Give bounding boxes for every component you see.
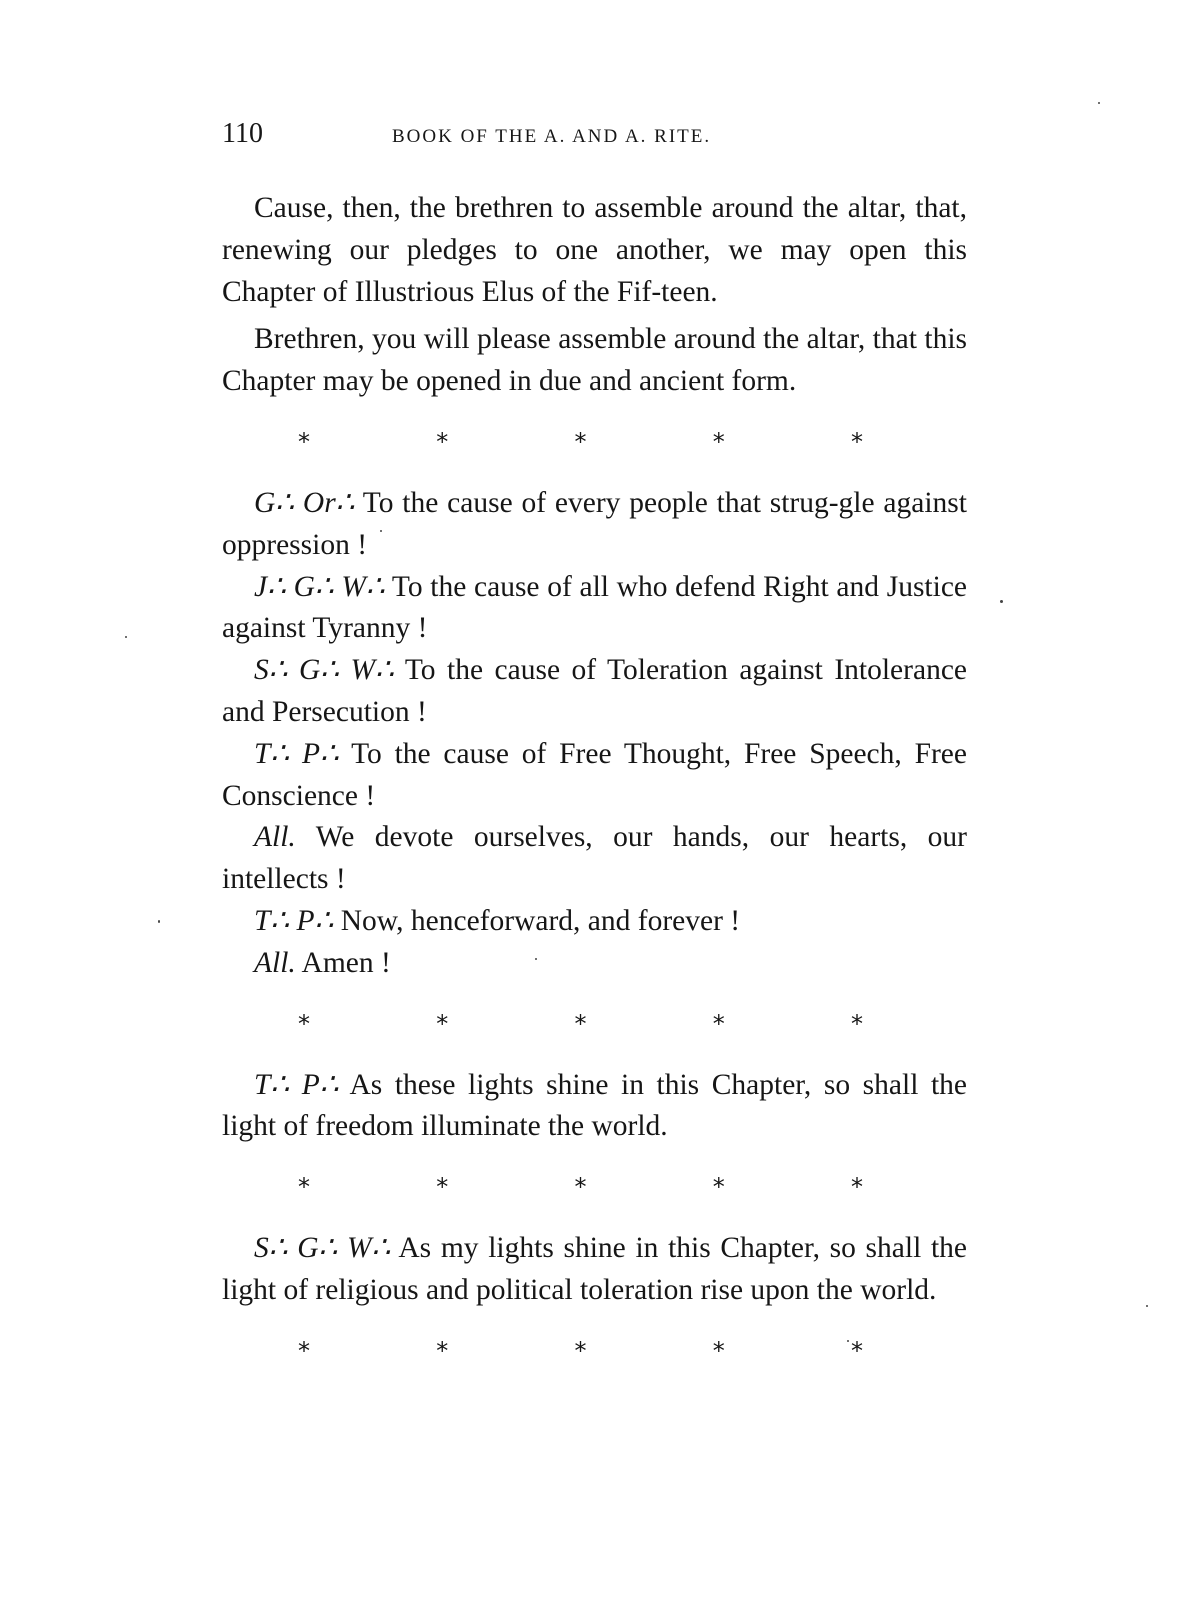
asterisk: * bbox=[712, 1336, 725, 1365]
speaker-label: T∴ P∴ bbox=[254, 737, 339, 770]
asterisk: * bbox=[436, 1009, 449, 1038]
dialogue-line bbox=[222, 901, 967, 943]
asterisk: * bbox=[436, 428, 449, 457]
dialogue-text: As these lights shine in this Chapter, so shall the light of freedom illuminate the world. bbox=[222, 1068, 968, 1143]
paragraph bbox=[222, 188, 967, 313]
asterisk: * bbox=[298, 1336, 310, 1365]
dialogue-text: Amen ! bbox=[301, 946, 391, 979]
asterisk: * bbox=[851, 1009, 863, 1038]
asterism-separator bbox=[222, 997, 967, 1053]
paragraph bbox=[222, 319, 967, 403]
asterisk: * bbox=[574, 428, 587, 457]
asterism-separator bbox=[222, 415, 967, 471]
speck bbox=[1146, 1305, 1148, 1307]
dialogue-line bbox=[222, 567, 967, 651]
page-number: 110 bbox=[222, 118, 263, 149]
speaker-label: T∴ P∴ bbox=[254, 904, 334, 937]
dialogue-text: As my lights shine in this Chapter, so shall the light of religious and political toleration rise upon the world. bbox=[222, 1232, 967, 1306]
asterisk: * bbox=[574, 1009, 587, 1038]
page-header bbox=[222, 118, 967, 158]
speck bbox=[158, 920, 160, 923]
paragraph-text: Cause, then, the brethren to assemble around the altar, that, renewing our pledges to one another, we may open this Chapter of Illustrious Elus of the Fif-teen. bbox=[222, 192, 967, 308]
asterisk: * bbox=[574, 1173, 587, 1202]
asterisk: * bbox=[712, 1009, 725, 1038]
dialogue-line bbox=[222, 650, 967, 734]
asterisk: * bbox=[298, 1009, 310, 1038]
dialogue-text: To the cause of Free Thought, Free Speech, Free Conscience ! bbox=[222, 737, 967, 812]
speck bbox=[535, 958, 537, 960]
speaker-label: All. bbox=[254, 946, 296, 979]
asterisk: * bbox=[574, 1336, 587, 1365]
dialogue-line bbox=[222, 1228, 967, 1312]
body-text bbox=[222, 188, 967, 1392]
paragraph-text: Brethren, you will please assemble around the altar, that this Chapter may be opened in due and ancient form. bbox=[222, 323, 967, 398]
asterism-separator bbox=[222, 1324, 967, 1380]
speaker-label: S∴ G∴ W∴ bbox=[254, 1232, 391, 1265]
dialogue-line bbox=[222, 1065, 967, 1149]
dialogue-text: To the cause of every people that strug-gle against oppression ! bbox=[222, 486, 967, 561]
speaker-label: All. bbox=[254, 821, 296, 854]
dialogue-text: Now, henceforward, and forever ! bbox=[340, 904, 741, 937]
asterisk: * bbox=[851, 1336, 863, 1365]
asterisk: * bbox=[298, 1173, 310, 1202]
speaker-label: T∴ P∴ bbox=[254, 1068, 339, 1101]
asterisk: * bbox=[712, 1173, 725, 1202]
speck bbox=[380, 530, 382, 532]
speck bbox=[125, 636, 127, 638]
asterism-separator bbox=[222, 1160, 967, 1216]
speaker-label: G∴ Or∴ bbox=[254, 486, 355, 519]
speck bbox=[1098, 102, 1100, 104]
dialogue-text: To the cause of Toleration against Intolerance and Persecution ! bbox=[222, 654, 968, 728]
dialogue-line bbox=[222, 734, 967, 818]
asterisk: * bbox=[436, 1173, 449, 1202]
running-head: BOOK OF THE A. AND A. RITE. bbox=[392, 126, 712, 147]
asterisk: * bbox=[298, 428, 310, 457]
dialogue-line bbox=[222, 943, 967, 985]
speaker-label: S∴ G∴ W∴ bbox=[254, 654, 394, 687]
asterisk: * bbox=[851, 1173, 863, 1202]
speck bbox=[1000, 600, 1003, 603]
asterisk: * bbox=[436, 1336, 449, 1365]
asterisk: * bbox=[851, 428, 863, 457]
speck bbox=[847, 1340, 849, 1342]
dialogue-line bbox=[222, 817, 967, 901]
dialogue-text: We devote ourselves, our hands, our hearts, our intellects ! bbox=[222, 821, 967, 896]
dialogue-line bbox=[222, 483, 967, 567]
dialogue-text: To the cause of all who defend Right and Justice against Tyranny ! bbox=[222, 570, 967, 645]
asterisk: * bbox=[712, 428, 725, 457]
speaker-label: J∴ G∴ W∴ bbox=[254, 570, 385, 603]
